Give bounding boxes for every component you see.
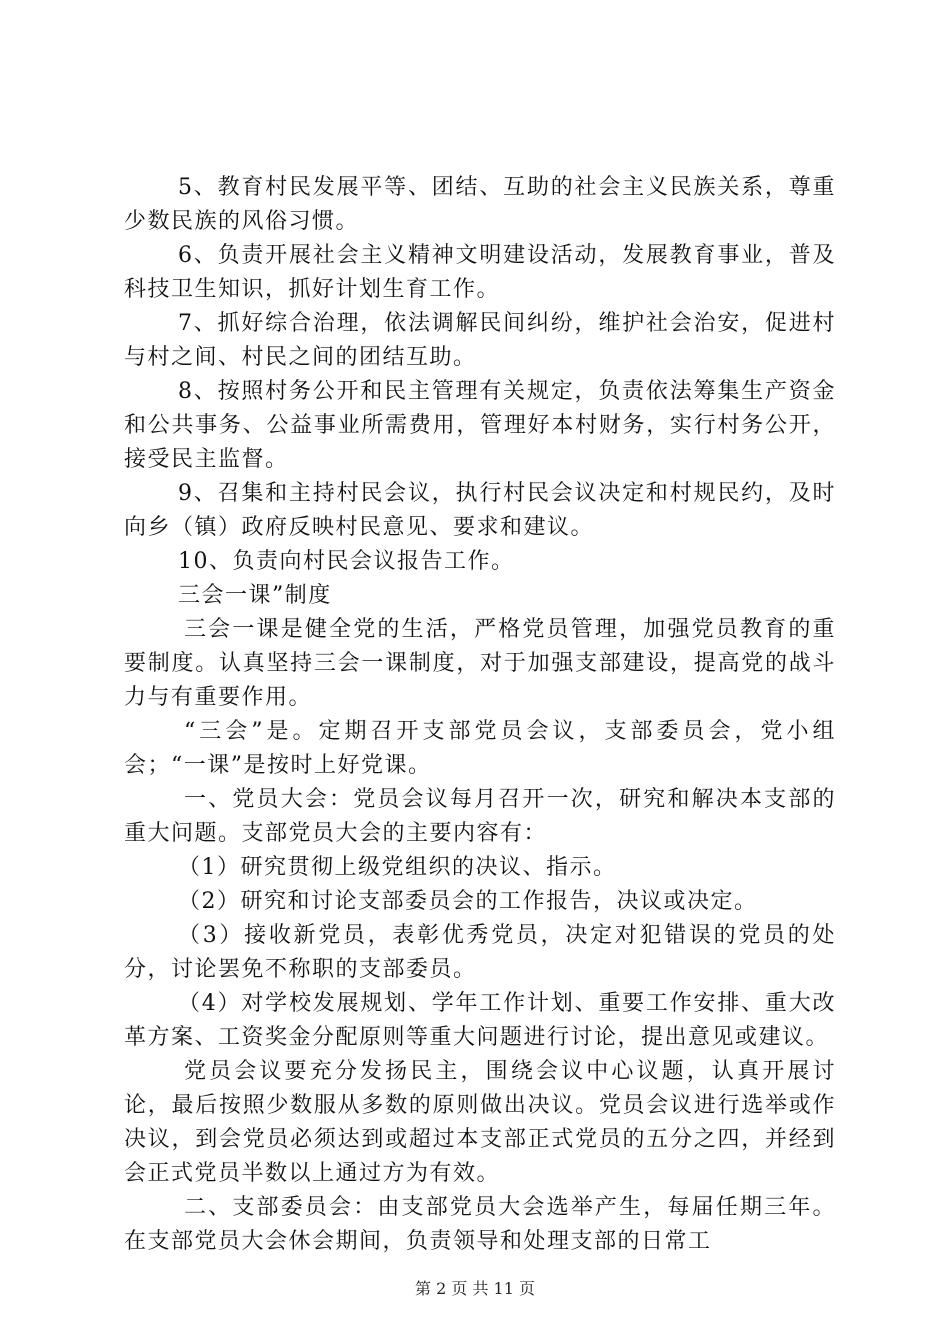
paragraph-branch-committee: 二、支部委员会：由支部党员大会选举产生，每届任期三年。在支部党员大会休会期间，负责领导和处理支部的日常工 xyxy=(124,1195,836,1254)
paragraph-party-congress: 一、党员大会：党员会议每月召开一次，研究和解决本支部的重大问题。支部党员大会的主要内容有： xyxy=(124,787,836,846)
paragraph-item-9: 9、召集和主持村民会议，执行村民会议决定和村规民约，及时向乡（镇）政府反映村民意见、要求和建议。 xyxy=(124,481,836,540)
paragraph-meeting-rules: 党员会议要充分发扬民主，围绕会议中心议题，认真开展讨论，最后按照少数服从多数的原则做出决议。党员会议进行选举或作决议，到会党员必须达到或超过本支部正式党员的五分之四，并经到会正式党员半数以上通过方为有效。 xyxy=(124,1059,836,1186)
paragraph-item-7: 7、抓好综合治理，依法调解民间纠纷，维护社会治安，促进村与村之间、村民之间的团结互助。 xyxy=(124,311,836,370)
paragraph-item-6: 6、负责开展社会主义精神文明建设活动，发展教育事业，普及科技卫生知识，抓好计划生育工作。 xyxy=(124,243,836,302)
paragraph-item-5: 5、教育村民发展平等、团结、互助的社会主义民族关系，尊重少数民族的风俗习惯。 xyxy=(124,175,836,234)
document-body xyxy=(124,171,836,1259)
paragraph-intro: 三会一课是健全党的生活，严格党员管理，加强党员教育的重要制度。认真坚持三会一课制度，对于加强支部建设，提高党的战斗力与有重要作用。 xyxy=(124,617,836,710)
page-number-footer: 第 2 页 共 11 页 xyxy=(415,1279,535,1298)
paragraph-item-10: 10、负责向村民会议报告工作。 xyxy=(178,549,515,574)
list-item-2: （2）研究和讨论支部委员会的工作报告，决议或决定。 xyxy=(178,889,758,914)
paragraph-item-8: 8、按照村务公开和民主管理有关规定，负责依法筹集生产资金和公共事务、公益事业所需费用，管理好本村财务，实行村务公开，接受民主监督。 xyxy=(124,379,836,472)
paragraph-definition: “三会”是。定期召开支部党员会议，支部委员会，党小组会；“一课”是按时上好党课。 xyxy=(124,719,836,778)
list-item-4: （4）对学校发展规划、学年工作计划、重要工作安排、重大改革方案、工资奖金分配原则等重大问题进行讨论，提出意见或建议。 xyxy=(124,991,836,1050)
list-item-3: （3）接收新党员，表彰优秀党员，决定对犯错误的党员的处分，讨论罢免不称职的支部委员。 xyxy=(124,923,836,982)
section-heading: 三会一课”制度 xyxy=(178,583,332,608)
list-item-1: （1）研究贯彻上级党组织的决议、指示。 xyxy=(178,855,617,880)
